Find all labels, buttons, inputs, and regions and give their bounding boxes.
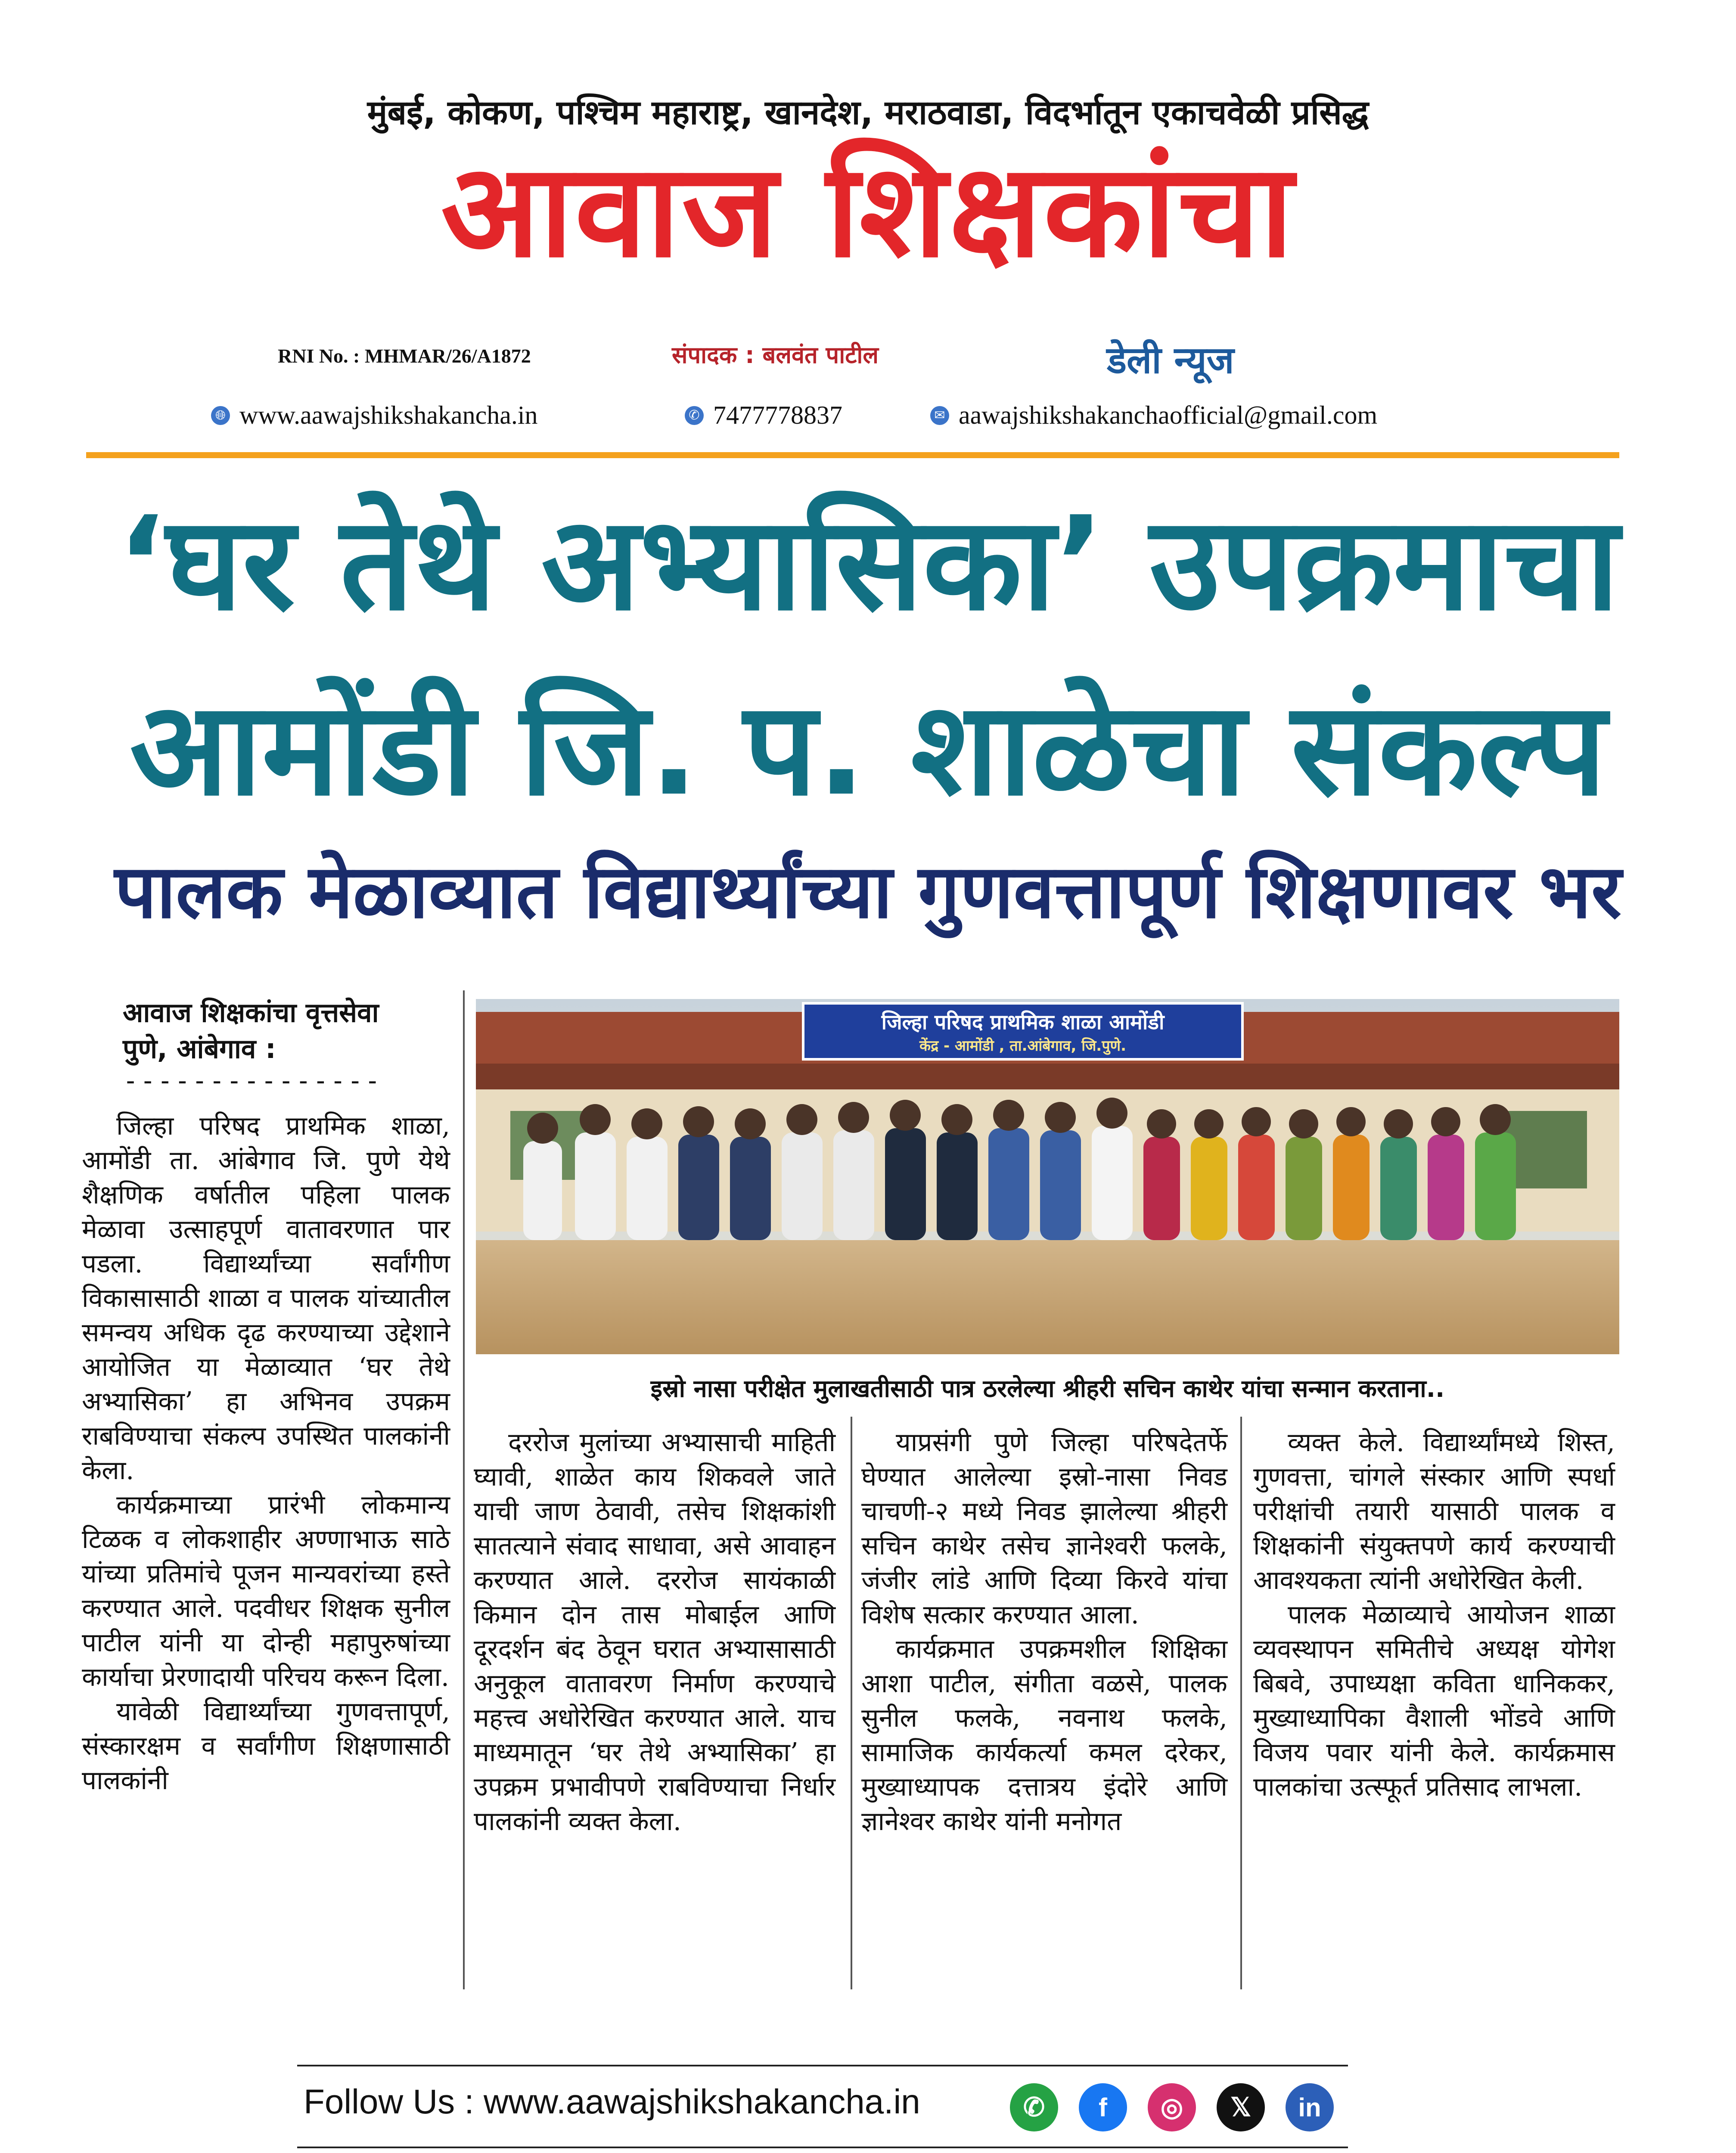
footer-bottom-rule [297, 2147, 1348, 2148]
x-icon[interactable]: 𝕏 [1217, 2083, 1265, 2131]
article-column-4 [1253, 1425, 1615, 1804]
header-divider [86, 452, 1619, 458]
byline-separator: --------------- [123, 1066, 382, 1096]
headline-line-2: आमोंडी जि. प. शाळेचा संकल्प [130, 674, 1606, 824]
paragraph: पालक मेळाव्याचे आयोजन शाळा व्यवस्थापन समितीचे अध्यक्ष योगेश बिबवे, उपाध्यक्षा कविता धानिककर, मुख्याध्यापिका वैशाली भोंडवे आणि विजय पवार यांनी केले. कार्यक्रमास पालकांचा उत्स्फूर्त प्रतिसाद लाभला. [1253, 1600, 1615, 1802]
paragraph: दररोज मुलांच्या अभ्यासाची माहिती घ्यावी, शाळेत काय शिकवले जाते याची जाण ठेवावी, तसेच शिक्षकांशी सातत्याने संवाद साधावा, असे आवाहन करण्यात आले. दररोज सायंकाळी किमान दोन तास मोबाईल आणि दूरदर्शन बंद ठेवून घरात अभ्यासासाठी अनुकूल वातावरण निर्माण करण्याचे महत्त्व अधोरेखित करण्यात आले. याच माध्यमातून ‘घर तेथे अभ्यासिका’ हा उपक्रम प्रभावीपणे राबविण्याचा निर्धार पालकांनी व्यक्त केला. [474, 1427, 835, 1837]
column-rule [1240, 1417, 1242, 1989]
globe-icon: 🌐︎ [211, 406, 230, 425]
email-address[interactable]: aawajshikshakanchaofficial@gmail.com [959, 401, 1378, 429]
paragraph: कार्यक्रमात उपक्रमशील शिक्षिका आशा पाटील, संगीता वळसे, पालक सुनील फलके, नवनाथ फलके, सामाजिक कार्यकर्त्या कमल दरेकर, मुख्याध्यापक दत्तात्रय इंदोरे आणि ज्ञानेश्वर काथेर यांनी मनोगत [861, 1634, 1227, 1837]
website-link[interactable]: www.aawajshikshakancha.in [239, 401, 538, 429]
column-rule [463, 990, 465, 1989]
masthead-title: आवाज शिक्षकांचा [441, 136, 1295, 286]
whatsapp-icon[interactable]: ✆ [1010, 2083, 1058, 2131]
tagline: मुंबई, कोकण, पश्चिम महाराष्ट्र, खानदेश, मराठवाडा, विदर्भातून एकाचवेळी प्रसिद्ध [367, 93, 1369, 132]
paragraph: याप्रसंगी पुणे जिल्हा परिषदेतर्फे घेण्यात आलेल्या इस्रो-नासा निवड चाचणी-२ मध्ये निवड झालेल्या श्रीहरी सचिन काथेर तसेच ज्ञानेश्वरी फलके, जंजीर लांडे आणि दिव्या किरवे यांचा विशेष सत्कार करण्यात आला. [861, 1427, 1227, 1630]
article-column-2 [474, 1425, 835, 1839]
instagram-icon[interactable]: ◎ [1148, 2083, 1196, 2131]
paragraph: व्यक्त केले. विद्यार्थ्यांमध्ये शिस्त, गुणवत्ता, चांगले संस्कार आणि स्पर्धा परीक्षांची तयारी यासाठी पालक व शिक्षकांनी संयुक्तपणे कार्य करण्याची आवश्यकता त्यांनी अधोरेखित केली. [1253, 1427, 1615, 1595]
article-column-3 [861, 1425, 1227, 1839]
byline [123, 995, 450, 1067]
byline-place: पुणे, आंबेगाव : [123, 1033, 276, 1064]
edition-label: डेली न्यूज [1107, 339, 1234, 382]
subheadline: पालक मेळाव्यात विद्यार्थ्यांच्या गुणवत्तापूर्ण शिक्षणावर भर [114, 848, 1622, 935]
paragraph: यावेळी विद्यार्थ्यांच्या गुणवत्तापूर्ण, संस्कारक्षम व सर्वांगीण शिक्षणासाठी पालकांनी [82, 1697, 450, 1796]
footer-top-rule [297, 2065, 1348, 2066]
photo-caption: इस्रो नासा परीक्षेत मुलाखतीसाठी पात्र ठरलेल्या श्रीहरी सचिन काथेर यांचा सन्मान करताना.. [650, 1375, 1445, 1403]
byline-source: आवाज शिक्षकांचा वृत्तसेवा [123, 997, 379, 1028]
article-column-1 [82, 1109, 450, 1798]
article-photo [476, 999, 1619, 1354]
phone-icon: ✆ [685, 406, 704, 425]
paragraph: कार्यक्रमाच्या प्रारंभी लोकमान्य टिळक व लोकशाहीर अण्णाभाऊ साठे यांच्या प्रतिमांचे पूजन मान्यवरांच्या हस्ते करण्यात आले. पदवीधर शिक्षक सुनील पाटील यांनी या दोन्ही महापुरुषांच्या कार्याचा प्रेरणादायी परिचय करून दिला. [82, 1490, 450, 1692]
signboard-line-1: जिल्हा परिषद प्राथमिक शाळा आमोंडी [881, 1010, 1165, 1034]
linkedin-icon[interactable]: in [1286, 2083, 1334, 2131]
facebook-icon[interactable]: f [1079, 2083, 1127, 2131]
signboard-line-2: केंद्र - आमोंडी , ता.आंबेगाव, जि.पुणे. [919, 1037, 1127, 1055]
paragraph: जिल्हा परिषद प्राथमिक शाळा, आमोंडी ता. आंबेगाव जि. पुणे येथे शैक्षणिक वर्षातील पहिला पालक मेळावा उत्साहपूर्ण वातावरणात पार पडला. विद्यार्थ्यांच्या सर्वांगीण विकासासाठी शाळा व पालक यांच्यातील समन्वय अधिक दृढ करण्याच्या उद्देशाने आयोजित या मेळाव्यात ‘घर तेथे अभ्यासिका’ हा अभिनव उपक्रम राबविण्याचा संकल्प उपस्थित पालकांनी केला. [82, 1111, 450, 1486]
email-contact[interactable] [930, 400, 1377, 430]
phone-contact[interactable] [685, 400, 842, 430]
follow-us-link[interactable]: Follow Us : www.aawajshikshakancha.in [304, 2082, 920, 2121]
website-contact[interactable] [211, 400, 538, 430]
rni-number: RNI No. : MHMAR/26/A1872 [278, 345, 531, 367]
school-photo-illustration [476, 999, 1619, 1354]
phone-number[interactable]: 7477778837 [713, 401, 842, 429]
email-icon: ✉ [930, 406, 949, 425]
column-rule [851, 1417, 852, 1989]
headline-line-1: ‘घर तेथे अभ्यासिका’ उपक्रमाचा [117, 489, 1619, 639]
editor-name: संपादक : बलवंत पाटील [672, 341, 879, 369]
